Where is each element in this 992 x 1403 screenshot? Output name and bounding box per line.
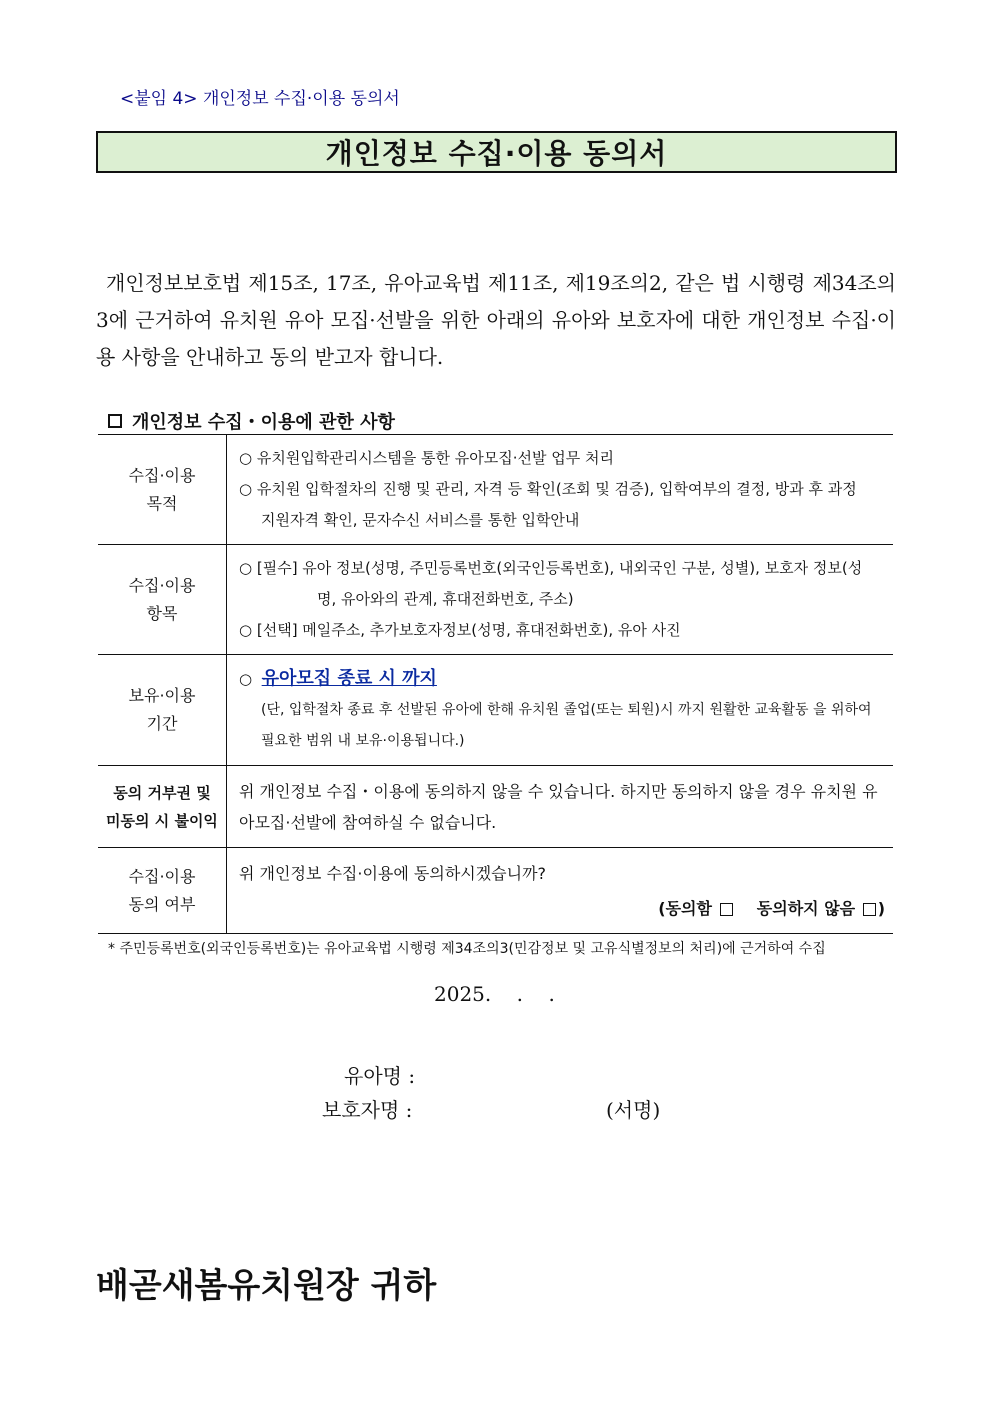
consent-info-table xyxy=(98,434,893,934)
table-row-items xyxy=(98,545,893,655)
guardian-name-label: 보호자명 : xyxy=(322,1098,413,1122)
retention-period-line xyxy=(239,663,885,695)
table-row-purpose xyxy=(98,435,893,545)
refusal-text: 위 개인정보 수집・이용에 동의하지 않을 수 있습니다. 하지만 동의하지 않을 경우 유치원 유아모집·선발에 참여하실 수 없습니다. xyxy=(239,781,878,832)
row-label-line2: 항목 xyxy=(146,603,178,623)
intro-text: 개인정보보호법 제15조, 17조, 유아교육법 제11조, 제19조의2, 같은 법 시행령 제34조의3에 근거하여 유치원 유아 모집·선발을 위한 아래의 유아와 보호자에 대한 개인정보 수집·이용 사항을 안내하고 동의 받고자 합니다. xyxy=(96,271,896,369)
intro-paragraph xyxy=(96,265,896,376)
row-content xyxy=(227,435,894,545)
table-row-consent xyxy=(98,848,893,934)
footnote: * 주민등록번호(외국인등록번호)는 유아교육법 시행령 제34조의3(민감정보 및 고유식별정보의 처리)에 근거하여 수집 xyxy=(108,941,826,957)
row-label xyxy=(98,545,227,655)
attachment-label: <붙임 4> 개인정보 수집·이용 동의서 xyxy=(120,89,400,109)
addressee: 배곧새봄유치원장 귀하 xyxy=(96,1266,437,1306)
row-content xyxy=(227,655,894,766)
section-heading-text: 개인정보 수집・이용에 관한 사항 xyxy=(132,412,395,433)
purpose-item-1: ○ 유치원입학관리시스템을 통한 유아모집·선발 업무 처리 xyxy=(239,449,614,467)
items-item-1: ○ [필수] 유아 정보(성명, 주민등록번호(외국인등록번호), 내외국인 구분, 성별), 보호자 정보(성 xyxy=(239,559,863,577)
purpose-item-2-cont: 지원자격 확인, 문자수신 서비스를 통한 입학안내 xyxy=(261,511,580,529)
row-content xyxy=(227,766,894,848)
row-label-line1: 보유·이용 xyxy=(128,686,196,705)
row-label-line2: 동의 여부 xyxy=(128,894,196,914)
square-bullet-icon xyxy=(108,414,122,428)
consent-question: 위 개인정보 수집·이용에 동의하시겠습니까? xyxy=(239,863,547,883)
items-item-1-cont: 명, 유아와의 관계, 휴대전화번호, 주소) xyxy=(317,590,574,608)
close-paren: ) xyxy=(877,898,885,918)
agree-label: (동의함 xyxy=(658,898,712,918)
row-label xyxy=(98,766,227,848)
row-label-line1: 수집·이용 xyxy=(128,465,196,485)
row-label-line1: 수집·이용 xyxy=(128,575,196,595)
row-label xyxy=(98,435,227,545)
disagree-label: 동의하지 않음 xyxy=(756,898,856,918)
row-label-line2: 미동의 시 불이익 xyxy=(106,811,218,830)
date-line: 2025. . . xyxy=(434,982,555,1006)
section-heading xyxy=(108,408,395,434)
child-name-label: 유아명 : xyxy=(344,1064,416,1088)
table-row-refusal xyxy=(98,766,893,848)
items-item-2: ○ [선택] 메일주소, 추가보호자정보(성명, 휴대전화번호), 유아 사진 xyxy=(239,621,681,639)
row-content xyxy=(227,545,894,655)
row-label-line1: 동의 거부권 및 xyxy=(113,783,211,802)
row-label-line2: 기간 xyxy=(146,714,178,733)
signature-label: (서명) xyxy=(606,1098,661,1122)
row-label-line2: 목적 xyxy=(146,493,178,513)
consent-answer xyxy=(239,893,885,924)
table-row-retention xyxy=(98,655,893,766)
row-label xyxy=(98,655,227,766)
circle-bullet: ○ xyxy=(239,670,253,688)
row-content xyxy=(227,848,894,934)
retention-note: (단, 입학절차 종료 후 선발된 유아에 한해 유치원 졸업(또는 퇴원)시 까지 원활한 교육활동 을 위하여 필요한 범위 내 보유·이용됩니다.) xyxy=(261,702,872,749)
row-label-line1: 수집·이용 xyxy=(128,866,196,886)
retention-period: 유아모집 종료 시 까지 xyxy=(261,668,437,689)
agree-checkbox[interactable] xyxy=(720,903,733,916)
row-label xyxy=(98,848,227,934)
purpose-item-2: ○ 유치원 입학절차의 진행 및 관리, 자격 등 확인(조회 및 검증), 입학여부의 결정, 방과 후 과정 xyxy=(239,480,857,498)
document-title: 개인정보 수집·이용 동의서 xyxy=(96,131,897,173)
disagree-checkbox[interactable] xyxy=(863,903,876,916)
